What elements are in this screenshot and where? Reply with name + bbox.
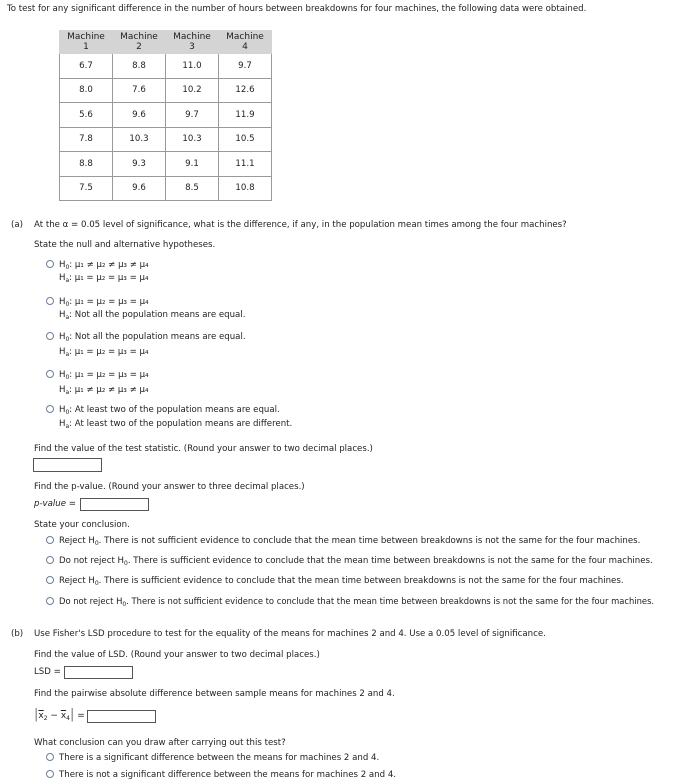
lsd-label: LSD = <box>34 667 61 677</box>
radio-button[interactable] <box>46 370 54 378</box>
part-a-question: At the α = 0.05 level of significance, what is the difference, if any, in the population mean times among the four machines? <box>34 220 567 230</box>
option-1-ha: $H_a$: μ₁ = μ₂ = μ₃ = μ₄ <box>59 273 149 284</box>
part-b-label: (b) <box>11 629 24 639</box>
hypotheses-prompt: State the null and alternative hypotheses. <box>34 240 216 250</box>
hypothesis-option-5[interactable]: $H_0$: At least two of the population means are equal. <box>46 405 280 418</box>
abs-difference-formula: $|\overline{x}_2 - \overline{x}_4|$ = <box>34 707 85 722</box>
radio-button[interactable] <box>46 556 54 564</box>
table-row: 7.5 9.6 8.5 10.8 <box>60 176 272 201</box>
conclusion-option-2[interactable]: Do not reject $H_0$. There is sufficient evidence to conclude that the mean time between breakdowns is not the same for the four machines. <box>46 556 653 567</box>
option-5-ha: $H_a$: At least two of the population means are different. <box>59 419 293 430</box>
radio-button[interactable] <box>46 297 54 305</box>
conclusion-option-4[interactable]: Do not reject $H_0$. There is not sufficient evidence to conclude that the mean time between breakdowns is not the same for the four machines. <box>46 596 654 608</box>
radio-button[interactable] <box>46 597 54 605</box>
diff-prompt: Find the pairwise absolute difference between sample means for machines 2 and 4. <box>34 689 395 699</box>
pvalue-label: p-value = <box>34 499 76 509</box>
hypothesis-option-4[interactable]: $H_0$: μ₁ = μ₂ = μ₃ = μ₄ <box>46 370 149 383</box>
hypothesis-option-1[interactable]: $H_0$: μ₁ ≠ μ₂ ≠ μ₃ ≠ μ₄ <box>46 260 149 273</box>
lsd-input[interactable] <box>64 666 133 679</box>
data-table <box>59 30 272 201</box>
conclusion-option-3[interactable]: Reject $H_0$. There is sufficient evidence to conclude that the mean time between breakdowns is not the same for the four machines. <box>46 576 624 587</box>
table-header: Machine 3 <box>166 31 219 54</box>
part-b-conclusion-prompt: What conclusion can you draw after carrying out this test? <box>34 738 286 748</box>
radio-button[interactable] <box>46 753 54 761</box>
lsd-prompt: Find the value of LSD. (Round your answer to two decimal places.) <box>34 650 320 660</box>
hypothesis-option-3[interactable]: $H_0$: Not all the population means are equal. <box>46 332 246 345</box>
part-b-question: Use Fisher's LSD procedure to test for the equality of the means for machines 2 and 4. Use a 0.05 level of significance. <box>34 629 546 639</box>
table-row: 5.6 9.6 9.7 11.9 <box>60 103 272 128</box>
radio-button[interactable] <box>46 405 54 413</box>
radio-button[interactable] <box>46 536 54 544</box>
table-row: 8.0 7.6 10.2 12.6 <box>60 78 272 103</box>
radio-button[interactable] <box>46 332 54 340</box>
hypothesis-option-2[interactable]: $H_0$: μ₁ = μ₂ = μ₃ = μ₄ <box>46 297 149 310</box>
option-2-ha: $H_a$: Not all the population means are equal. <box>59 310 246 321</box>
part-b-conclusion-option-1[interactable]: There is a significant difference between the means for machines 2 and 4. <box>46 753 379 763</box>
part-b-conclusion-option-2[interactable]: There is not a significant difference between the means for machines 2 and 4. <box>46 770 396 780</box>
table-header: Machine 2 <box>113 31 166 54</box>
option-4-ha: $H_a$: μ₁ ≠ μ₂ ≠ μ₃ ≠ μ₄ <box>59 385 149 396</box>
radio-button[interactable] <box>46 770 54 778</box>
radio-button[interactable] <box>46 260 54 268</box>
conclusion-option-1[interactable]: Reject $H_0$. There is not sufficient evidence to conclude that the mean time between breakdowns is not the same for the four machines. <box>46 536 640 547</box>
diff-input[interactable] <box>87 710 156 723</box>
table-row: 6.7 8.8 11.0 9.7 <box>60 54 272 79</box>
table-row: 8.8 9.3 9.1 11.1 <box>60 152 272 177</box>
table-header: Machine 4 <box>219 31 272 54</box>
intro-text: To test for any significant difference in the number of hours between breakdowns for four machines, the following data were obtained. <box>7 4 587 14</box>
radio-button[interactable] <box>46 576 54 584</box>
pvalue-prompt: Find the p-value. (Round your answer to three decimal places.) <box>34 482 305 492</box>
test-stat-prompt: Find the value of the test statistic. (Round your answer to two decimal places.) <box>34 444 373 454</box>
option-3-ha: $H_a$: μ₁ = μ₂ = μ₃ = μ₄ <box>59 347 149 358</box>
conclusion-prompt: State your conclusion. <box>34 520 130 530</box>
part-a-label: (a) <box>11 220 23 230</box>
test-stat-input[interactable] <box>33 458 102 472</box>
table-row: 7.8 10.3 10.3 10.5 <box>60 127 272 152</box>
pvalue-input[interactable] <box>80 498 149 511</box>
table-header: Machine 1 <box>60 31 113 54</box>
